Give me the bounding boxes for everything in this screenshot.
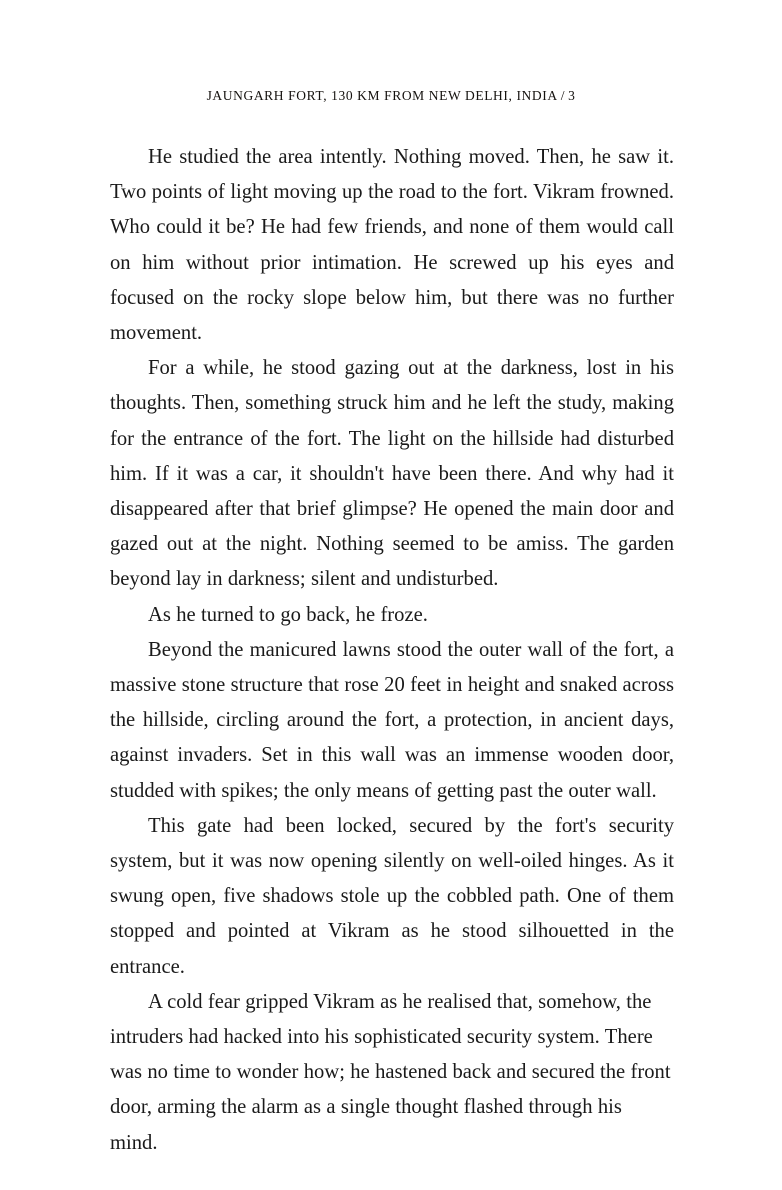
body-text-column bbox=[110, 140, 674, 1161]
folio-separator: / bbox=[560, 88, 566, 103]
running-head-title: JAUNGARH FORT, 130 KM FROM NEW DELHI, INDIA bbox=[206, 88, 558, 103]
paragraph: For a while, he stood gazing out at the darkness, lost in his thoughts. Then, something struck him and he left the study, making for the entrance of the fort. The light on the hillside had disturbed him. If it was a car, it shouldn't have been there. And why had it disappeared after that brief glimpse? He opened the main door and gazed out at the night. Nothing seemed to be amiss. The garden beyond lay in darkness; silent and undisturbed. bbox=[110, 357, 674, 591]
running-head bbox=[0, 88, 782, 104]
paragraph: Beyond the manicured lawns stood the outer wall of the fort, a massive stone structure that rose 20 feet in height and snaked across the hillside, circling around the fort, a protection, in ancient days, against invaders. Set in this wall was an immense wooden door, studded with spikes; the only means of getting past the outer wall. bbox=[110, 638, 674, 802]
paragraph: This gate had been locked, secured by the fort's security system, but it was now opening silently on well-oiled hinges. As it swung open, five shadows stole up the cobbled path. One of them stopped and pointed at Vikram as he stood silhouetted in the entrance. bbox=[110, 814, 674, 978]
page-number: 3 bbox=[568, 88, 576, 103]
paragraph: He studied the area intently. Nothing moved. Then, he saw it. Two points of light moving up the road to the fort. Vikram frowned. Who could it be? He had few friends, and none of them would call on him without prior intimation. He screwed up his eyes and focused on the rocky slope below him, but there was no further movement. bbox=[110, 146, 674, 345]
paragraph: A cold fear gripped Vikram as he realised that, somehow, the intruders had hacked into his sophisticated security system. There was no time to wonder how; he hastened back and secured the front door, arming the alarm as a single thought flashed through his mind. bbox=[110, 990, 671, 1154]
paragraph: As he turned to go back, he froze. bbox=[148, 603, 428, 626]
